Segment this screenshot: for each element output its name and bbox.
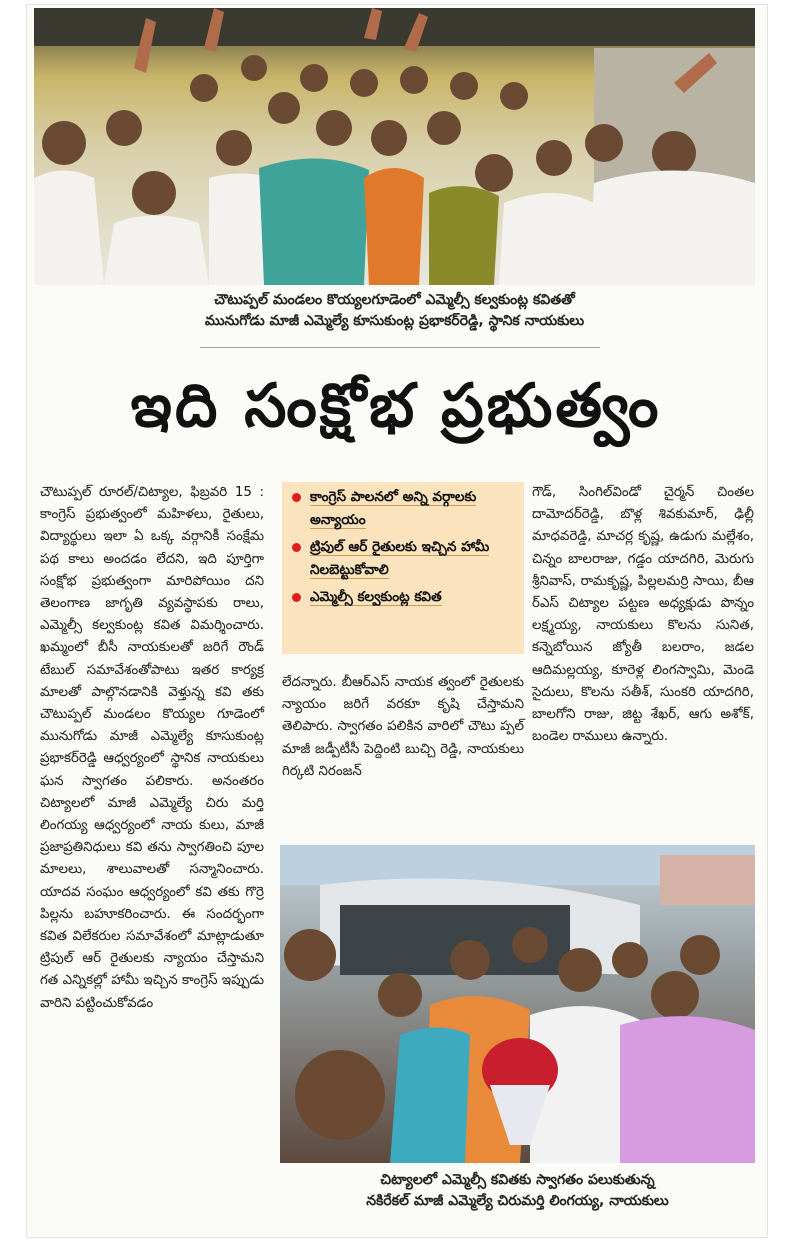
highlight-item <box>292 486 514 532</box>
headline: ఇది సంక్షోభ ప్రభుత్వం <box>130 371 662 441</box>
top-photo <box>34 8 755 285</box>
column-1-text: చౌటుప్పల్ రూరల్/చిట్యాల, ఫిబ్రవరి 15 : కాంగ్రెస్ ప్రభుత్వంలో మహిళలు, రైతులు, విద్యార్థులు ఇలా ఏ ఒక్క వర్గానికీ సంక్షేమ పథ కాలు అందడం లేదని, ఇది పూర్తిగా సంక్షోభ ప్రభుత్వంగా మారిపోయిం దని తెలంగాణ జాగృతి వ్యవస్థాపకు రాలు, ఎమ్మెల్సీ కల్వకుంట్ల కవిత విమర్శించారు. ఖమ్మంలో బీసీ నాయకులతో జరిగే రౌండ్ టేబుల్ సమావేశంతోపాటు ఇతర కార్యక్ర మాలతో పాల్గొనడానికి వెళ్తున్న కవి తకు చౌటుప్పల్ మండలం కొయ్యల గూడెంలో మునుగోడు మాజీ ఎమ్మెల్యే కూసుకుంట్ల ప్రభాకర్‌రెడ్డి ఆధ్వర్యంలో స్థానిక నాయకులు ఘన స్వాగతం పలికారు. అనంతరం చిట్యాలలో మాజీ ఎమ్మెల్యే చిరు మర్తి లింగయ్య ఆధ్వర్యంలో నాయ కులు, మాజీ ప్రజాప్రతినిధులు కవి తను స్వాగతించి పూల మాలలు, శాలువాలతో సన్మానించారు. యాదవ సంఘం ఆధ్వర్యంలో కవి తకు గొర్రె పిల్లను బహూకరించారు. ఈ సందర్భంగా కవిత విలేకరుల సమావేశంలో మాట్లాడుతూ ట్రిపుల్ ఆర్ రైతులకు న్యాయం చేస్తామని గత ఎన్నికల్లో హామీ ఇచ్చిన కాంగ్రెస్ ఇప్పుడు వారిని పట్టించుకోవడం <box>40 485 264 1011</box>
highlights-box <box>282 482 524 654</box>
top-photo-caption <box>34 290 755 332</box>
top-caption-line-2: మునుగోడు మాజీ ఎమ్మెల్యే కూసుకుంట్ల ప్రభాకర్‌రెడ్డి, స్థానిక నాయకులు <box>204 313 585 329</box>
bottom-photo <box>280 845 755 1163</box>
bullet-icon <box>292 543 301 552</box>
bottom-caption-line-2: నకిరేకల్ మాజీ ఎమ్మెల్యే చిరుమర్తి లింగయ్య, నాయకులు <box>366 1193 669 1209</box>
highlight-item <box>292 586 514 609</box>
highlight-text: ఎమ్మెల్సీ కల్వకుంట్ల కవిత <box>310 589 442 605</box>
group-rally-image <box>34 8 755 285</box>
article-column-2 <box>282 672 524 832</box>
bullet-icon <box>292 493 301 502</box>
highlight-item <box>292 536 514 582</box>
column-2-text: లేదన్నారు. బీఆర్‌ఎస్ నాయక త్వంలో రైతులకు న్యాయం జరిగే వరకూ కృషి చేస్తామని తెలిపారు. స్వాగతం పలికిన వారిలో చౌటు ప్పల్ మాజీ జడ్పీటీసీ పెద్దింటి బుచ్చి రెడ్డి, నాయకులు గిర్కటి నిరంజన్ <box>282 675 524 779</box>
bottom-caption-line-1: చిట్యాలలో ఎమ్మెల్సీ కవితకు స్వాగతం పలుకుతున్న <box>380 1172 655 1188</box>
bottom-photo-caption <box>280 1170 755 1212</box>
top-caption-line-1: చౌటుప్పల్ మండలం కొయ్యలగూడెంలో ఎమ్మెల్సీ కల్వకుంట్ల కవితతో <box>214 292 575 308</box>
article-column-1 <box>40 482 264 1222</box>
welcome-bouquet-image <box>280 845 755 1163</box>
highlight-text: ట్రిపుల్ ఆర్ రైతులకు ఇచ్చిన హామీ నిలబెట్టుకోవాలి <box>310 539 490 578</box>
highlight-text: కాంగ్రెస్ పాలనలో అన్ని వర్గాలకు అన్యాయం <box>310 489 477 528</box>
article-column-3 <box>532 482 754 832</box>
caption-divider <box>200 347 600 348</box>
column-3-text: గౌడ్, సింగిల్‌విండో చైర్మన్ చింతల దామోదర్‌రెడ్డి, బొళ్ల శివకుమార్, ఢిల్లీ మాధవరెడ్డి, మాచర్ల కృష్ణ, ఉడుగు మల్లేశం, చిన్నం బాలరాజు, గడ్డం యాదగిరి, మెరుగు శ్రీనివాస్, రామకృష్ణ, పిల్లలమర్రి సాయి, బీఆ ర్‌ఎస్ చిట్యాల పట్టణ అధ్యక్షుడు పొన్నం లక్ష్మయ్య, నాయకులు కొలను సునిత, కన్నెబోయిన జ్యోతీ బలరాం, జడల ఆదిమల్లయ్య, కూరెళ్ల లింగస్వామి, మెండె సైదులు, కొలను సతీశ్, సుంకరి యాదగిరి, బాలగోని రాజు, జిట్ట శేఖర్, ఆగు అశోక్, బండెల రాములు ఉన్నారు. <box>532 485 754 745</box>
bullet-icon <box>292 593 301 602</box>
